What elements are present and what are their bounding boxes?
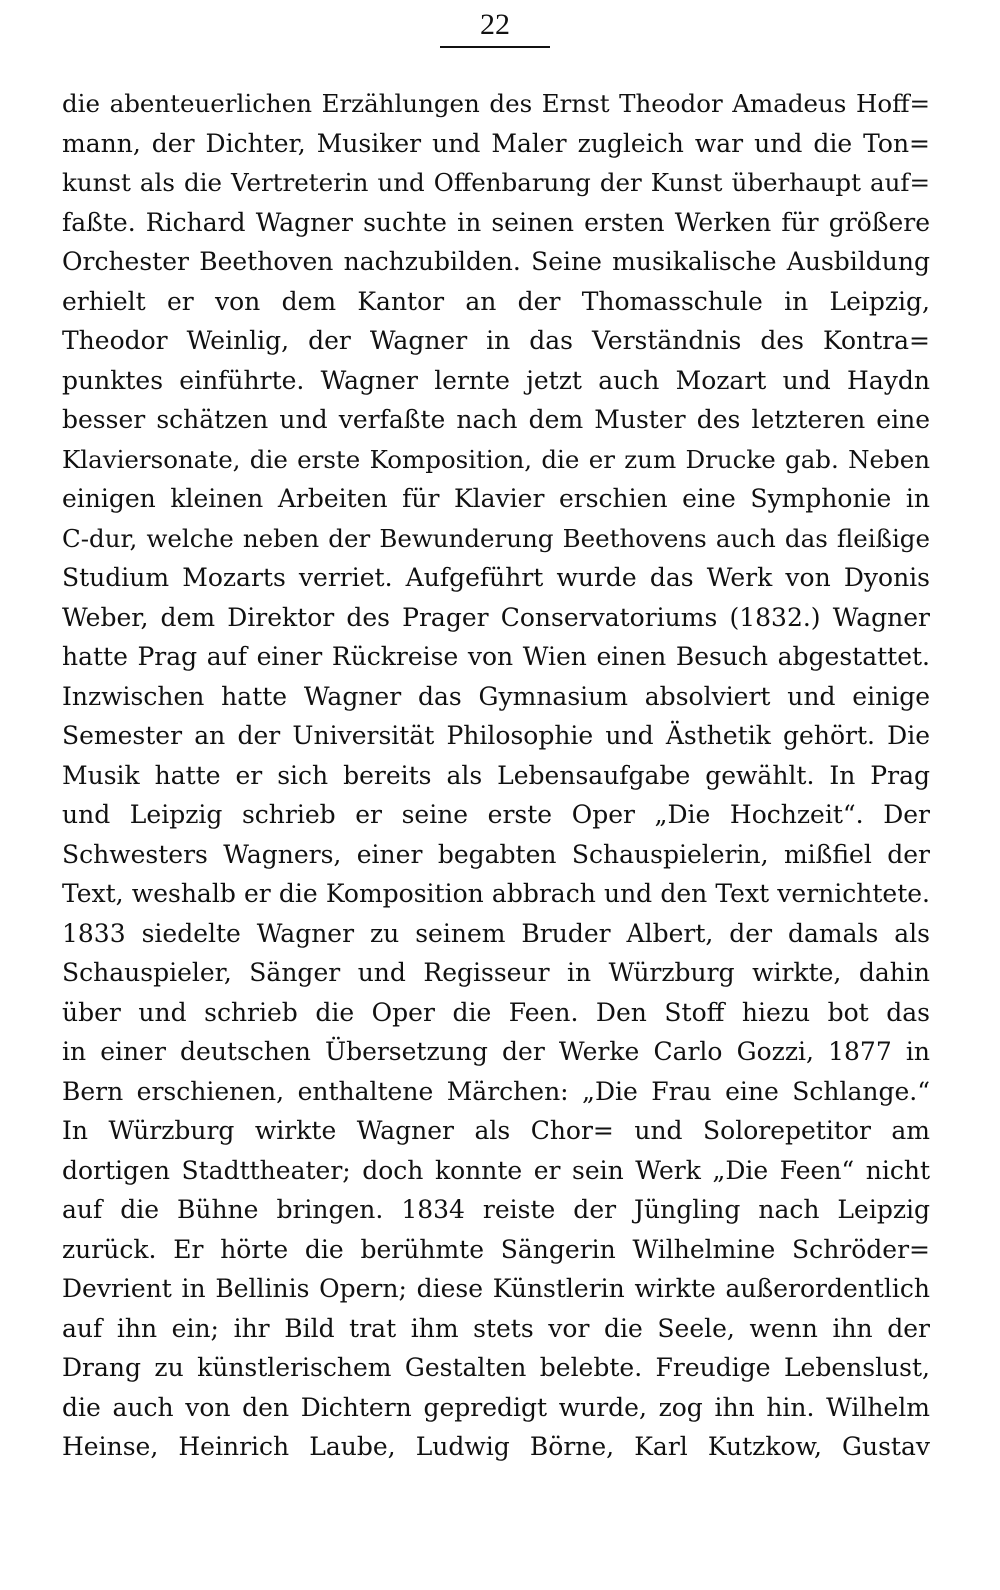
text-line: mann, der Dichter, Musiker und Maler zugleich war und die Ton=: [62, 128, 930, 158]
text-line: hatte Prag auf einer Rückreise von Wien einen Besuch abgestattet.: [62, 642, 930, 671]
text-line: zurück. Er hörte die berühmte Sängerin Wilhelmine Schröder=: [62, 1234, 930, 1264]
text-line: einigen kleinen Arbeiten für Klavier erschien eine Symphonie in: [62, 484, 930, 513]
body-text: [62, 84, 930, 1467]
text-line: C-dur, welche neben der Bewunderung Beethovens auch das fleißige: [62, 523, 930, 553]
text-line: Heinse, Heinrich Laube, Ludwig Börne, Karl Kutzkow, Gustav: [62, 1432, 930, 1461]
text-line: kunst als die Vertreterin und Offenbarung der Kunst überhaupt auf=: [62, 168, 930, 197]
text-line: In Würzburg wirkte Wagner als Chor= und Solorepetitor am: [62, 1116, 930, 1145]
text-line: Orchester Beethoven nachzubilden. Seine musikalische Ausbildung: [62, 247, 930, 276]
text-line: und Leipzig schrieb er seine erste Oper „Die Hochzeit“. Der: [62, 800, 930, 829]
text-line: Inzwischen hatte Wagner das Gymnasium absolviert und einige: [62, 681, 930, 711]
text-line: Schauspieler, Sänger und Regisseur in Würzburg wirkte, dahin: [62, 958, 930, 987]
text-line: in einer deutschen Übersetzung der Werke Carlo Gozzi, 1877 in: [62, 1037, 930, 1066]
page-number: 22: [440, 8, 550, 48]
text-line: Devrient in Bellinis Opern; diese Künstlerin wirkte außerordentlich: [62, 1274, 930, 1303]
text-line: über und schrieb die Oper die Feen. Den Stoff hiezu bot das: [62, 997, 930, 1027]
text-line: Text, weshalb er die Komposition abbrach und den Text vernichtete.: [62, 879, 930, 908]
text-line: Weber, dem Direktor des Prager Conservatoriums (1832.) Wagner: [62, 602, 930, 632]
text-line: Drang zu künstlerischem Gestalten belebte. Freudige Lebenslust,: [62, 1353, 930, 1382]
text-line: Bern erschienen, enthaltene Märchen: „Die Frau eine Schlange.“: [62, 1076, 930, 1106]
text-line: Schwesters Wagners, einer begabten Schauspielerin, mißfiel der: [62, 839, 930, 869]
text-line: Musik hatte er sich bereits als Lebensaufgabe gewählt. In Prag: [62, 760, 930, 790]
text-line: auf die Bühne bringen. 1834 reiste der Jüngling nach Leipzig: [62, 1195, 930, 1224]
text-line: punktes einführte. Wagner lernte jetzt auch Mozart und Haydn: [62, 365, 930, 395]
text-line: die auch von den Dichtern gepredigt wurde, zog ihn hin. Wilhelm: [62, 1392, 930, 1422]
text-line: faßte. Richard Wagner suchte in seinen ersten Werken für größere: [62, 207, 930, 237]
text-line: Theodor Weinlig, der Wagner in das Verständnis des Kontra=: [62, 326, 930, 355]
text-line: erhielt er von dem Kantor an der Thomasschule in Leipzig,: [62, 286, 930, 316]
text-line: Studium Mozarts verriet. Aufgeführt wurde das Werk von Dyonis: [62, 563, 930, 592]
text-line: dortigen Stadttheater; doch konnte er sein Werk „Die Feen“ nicht: [62, 1155, 930, 1185]
text-line: Semester an der Universität Philosophie und Ästhetik gehört. Die: [62, 721, 930, 750]
text-line: besser schätzen und verfaßte nach dem Muster des letzteren eine: [62, 405, 930, 434]
text-line: 1833 siedelte Wagner zu seinem Bruder Albert, der damals als: [62, 918, 930, 948]
text-line: Klaviersonate, die erste Komposition, die er zum Drucke gab. Neben: [62, 444, 930, 474]
text-line: auf ihn ein; ihr Bild trat ihm stets vor die Seele, wenn ihn der: [62, 1313, 930, 1343]
text-line: die abenteuerlichen Erzählungen des Ernst Theodor Amadeus Hoff=: [62, 89, 930, 118]
